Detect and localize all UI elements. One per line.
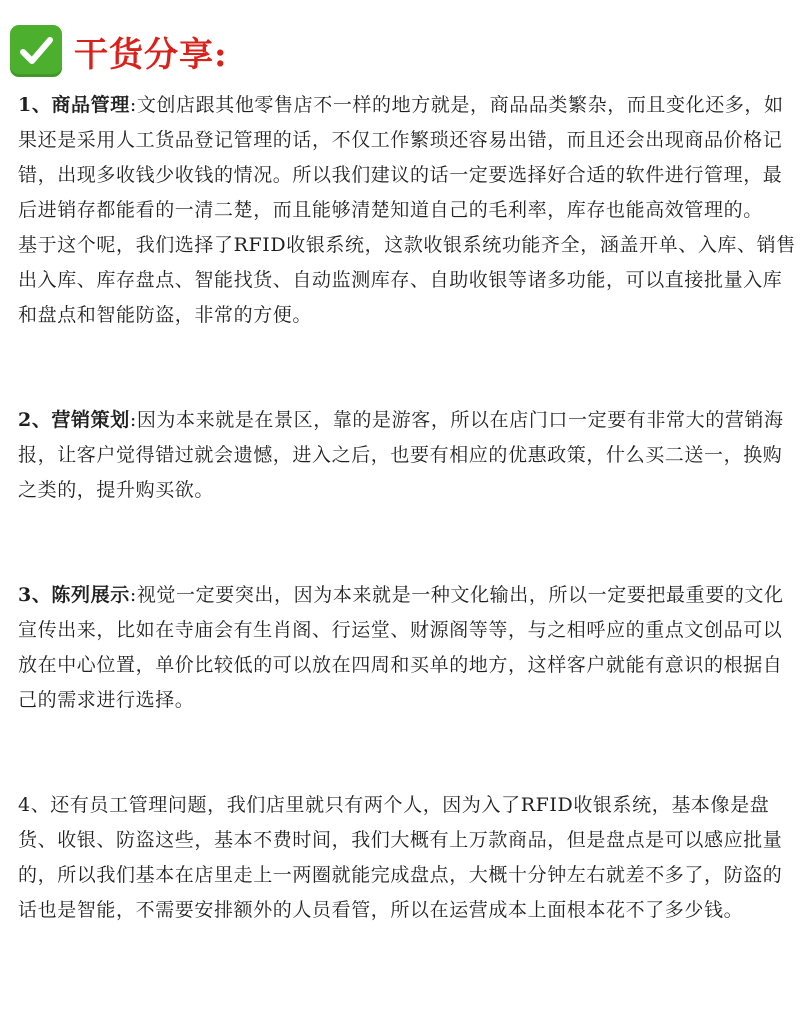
page-title: 干货分享:: [74, 34, 228, 75]
section-4-paragraph: 4、还有员工管理问题，我们店里就只有两个人，因为入了RFID收银系统，基本像是盘货、收银、防盗这些，基本不费时间，我们大概有上万款商品，但是盘点是可以感应批量的，所以我们基本在店里走上一两圈就能完成盘点，大概十分钟左右就差不多了，防盗的话也是智能，不需要安排额外的人员看管，所以在运营成本上面根本花不了多少钱。: [18, 794, 783, 921]
section-2-label: 2、营销策划: [18, 409, 130, 431]
section-1-label: 1、商品管理: [18, 94, 130, 116]
check-mark-icon: [10, 25, 62, 77]
section-1-paragraph-2: 基于这个呢，我们选择了RFID收银系统，这款收银系统功能齐全，涵盖开单、入库、销售出入库、库存盘点、智能找货、自动监测库存、自助收银等诸多功能，可以直接批量入库和盘点和智能防盗，非常的方便。: [18, 234, 796, 326]
section-2-text: :因为本来就是在景区，靠的是游客，所以在店门口一定要有非常大的营销海报，让客户觉得错过就会遗憾，进入之后，也要有相应的优惠政策，什么买二送一，换购之类的，提升购买欲。: [18, 409, 784, 501]
header: [10, 22, 228, 80]
spacer: [18, 333, 796, 403]
section-3-label: 3、陈列展示: [18, 584, 130, 606]
section-2-paragraph: [18, 403, 796, 508]
section-3-paragraph: [18, 578, 796, 718]
spacer: [18, 508, 796, 578]
article-body: [18, 88, 796, 928]
section-1-text: :文创店跟其他零售店不一样的地方就是，商品品类繁杂，而且变化还多，如果还是采用人工货品登记管理的话，不仅工作繁琐还容易出错，而且还会出现商品价格记错，出现多收钱少收钱的情况。所以我们建议的话一定要选择好合适的软件进行管理，最后进销存都能看的一清二楚，而且能够清楚知道自己的毛利率，库存也能高效管理的。: [18, 94, 784, 221]
section-3-text: :视觉一定要突出，因为本来就是一种文化输出，所以一定要把最重要的文化宣传出来，比如在寺庙会有生肖阁、行运堂、财源阁等等，与之相呼应的重点文创品可以放在中心位置，单价比较低的可以放在四周和买单的地方，这样客户就能有意识的根据自己的需求进行选择。: [18, 584, 784, 711]
spacer: [18, 718, 796, 788]
section-1-paragraph: [18, 88, 796, 228]
